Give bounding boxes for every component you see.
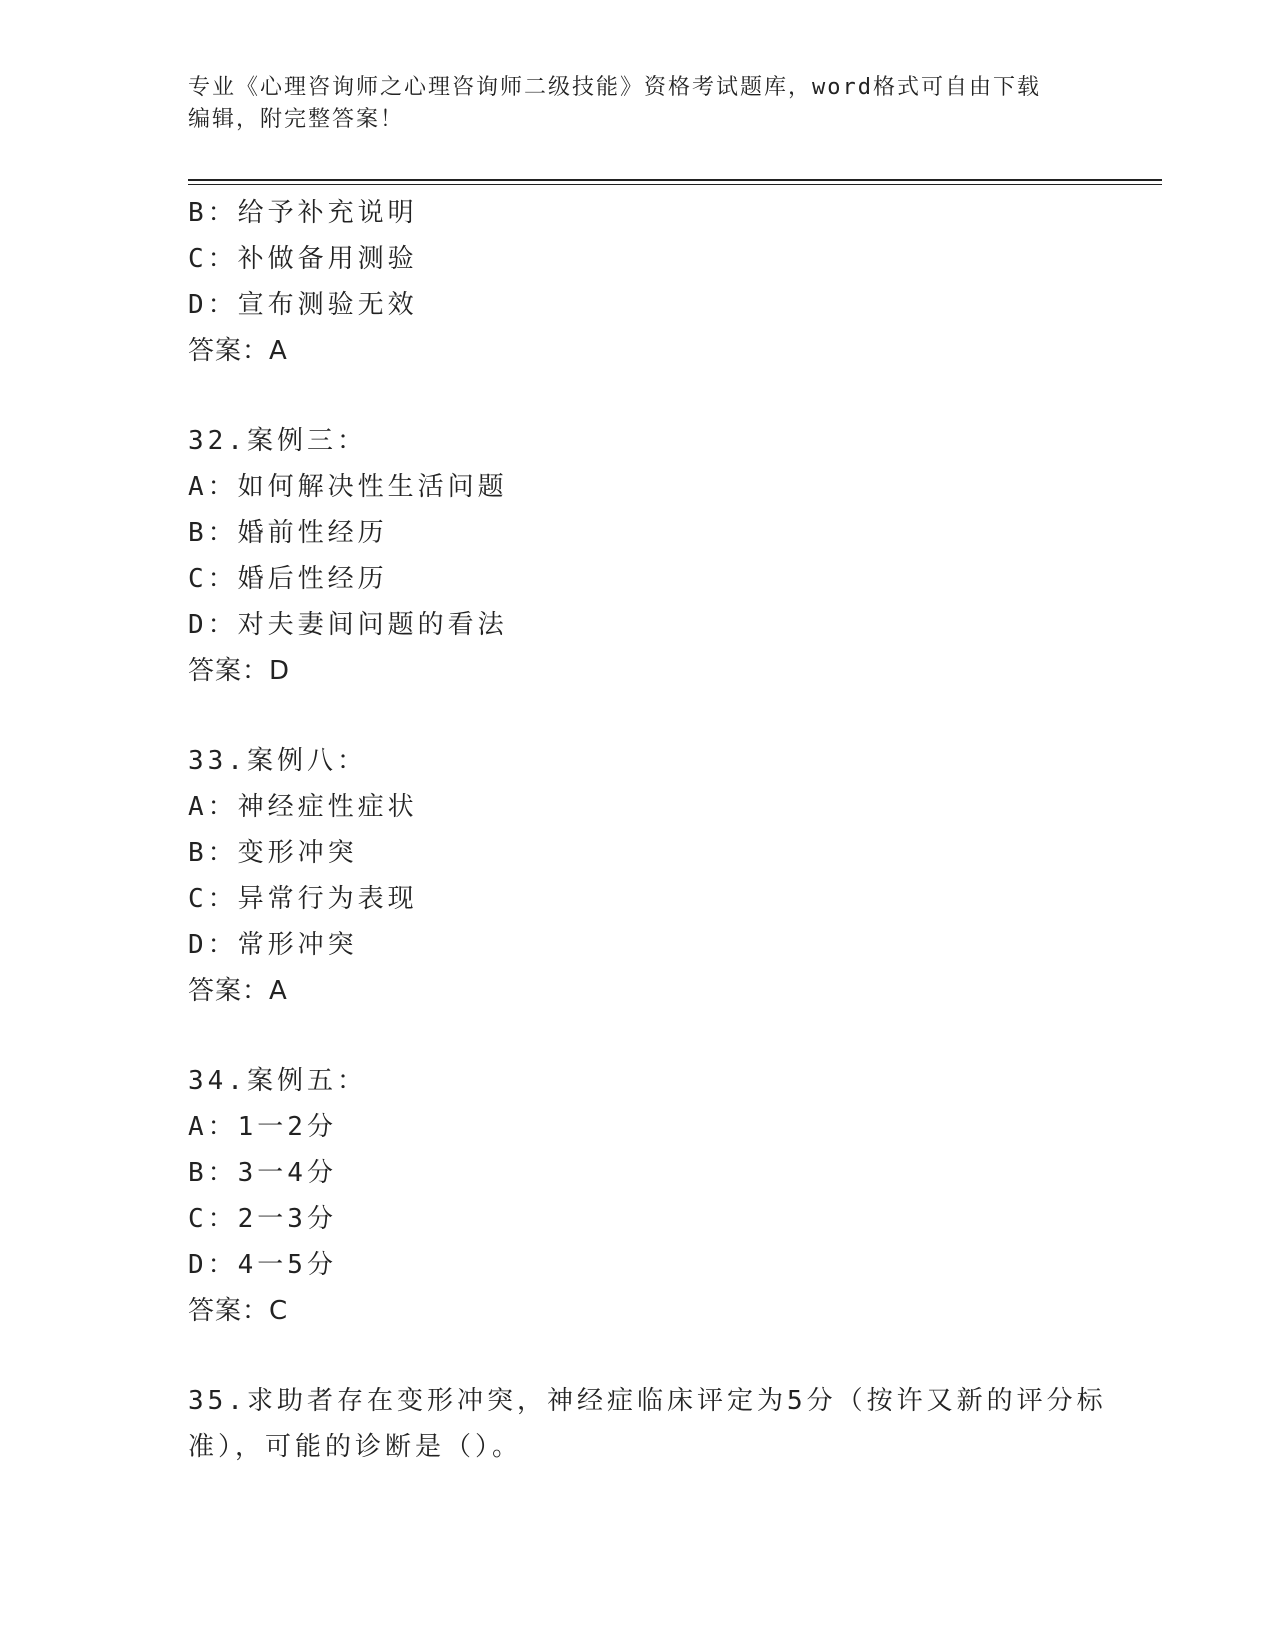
option-b: B：给予补充说明 (188, 198, 418, 228)
question-stem: 32.案例三： (188, 426, 367, 456)
option-d: D：常形冲突 (188, 930, 358, 960)
option-a: A：神经症性症状 (188, 792, 418, 822)
question-block-32 (188, 418, 1148, 694)
option-d: D：4一5分 (188, 1250, 337, 1280)
option-c: C：婚后性经历 (188, 564, 388, 594)
header-divider-thick (188, 179, 1162, 181)
header-line-1: 专业《心理咨询师之心理咨询师二级技能》资格考试题库，word格式可自由下载 (188, 75, 1041, 100)
header-divider-thin (188, 184, 1162, 185)
question-stem: 33.案例八： (188, 746, 367, 776)
option-c: C：异常行为表现 (188, 884, 418, 914)
header-line-2: 编辑，附完整答案！ (188, 107, 405, 132)
question-stem-line-2: 准），可能的诊断是（）。 (188, 1432, 523, 1462)
option-b: B：婚前性经历 (188, 518, 388, 548)
question-stem: 34.案例五： (188, 1066, 367, 1096)
answer-label: 答案：D (188, 656, 291, 686)
question-block-35 (188, 1378, 1107, 1470)
answer-label: 答案：A (188, 976, 288, 1006)
spacer (188, 374, 1148, 418)
question-block-34 (188, 1058, 1148, 1334)
spacer (188, 694, 1148, 738)
option-a: A：1一2分 (188, 1112, 337, 1142)
option-d: D：宣布测验无效 (188, 290, 418, 320)
option-a: A：如何解决性生活问题 (188, 472, 508, 502)
spacer (188, 1334, 1148, 1378)
option-c: C：补做备用测验 (188, 244, 418, 274)
spacer (188, 1014, 1148, 1058)
page-header (188, 72, 1088, 136)
answer-label: 答案：C (188, 1296, 289, 1326)
option-d: D：对夫妻间问题的看法 (188, 610, 508, 640)
question-block-31 (188, 190, 1148, 374)
answer-label: 答案：A (188, 336, 288, 366)
option-c: C：2一3分 (188, 1204, 337, 1234)
question-list (188, 190, 1148, 1470)
question-stem-line-1: 35.求助者存在变形冲突，神经症临床评定为5分（按许又新的评分标 (188, 1386, 1107, 1416)
question-block-33 (188, 738, 1148, 1014)
option-b: B：变形冲突 (188, 838, 358, 868)
option-b: B：3一4分 (188, 1158, 337, 1188)
